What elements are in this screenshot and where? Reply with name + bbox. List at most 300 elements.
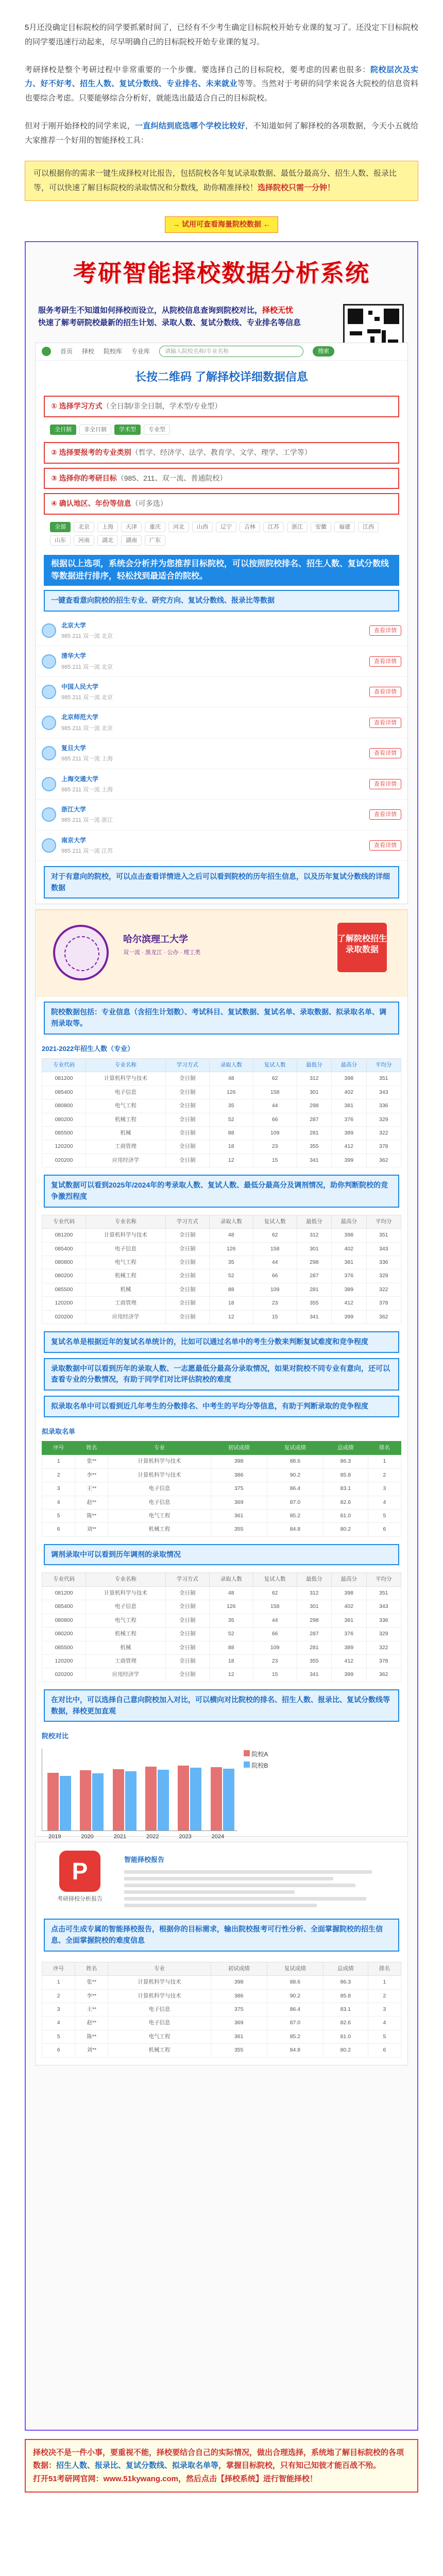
view-detail-button[interactable]: 查看详情	[369, 625, 401, 636]
table-cell: 2	[42, 1468, 75, 1482]
table-cell: 88	[209, 1283, 253, 1296]
view-detail-button[interactable]: 查看详情	[369, 718, 401, 728]
table1-wrap	[36, 1056, 407, 1170]
chart-bar	[158, 1770, 169, 1831]
table-cell: 1	[42, 1455, 75, 1468]
table-cell: 341	[297, 1154, 331, 1167]
table-cell: 85.8	[323, 1468, 368, 1482]
table-cell: 计算机科学与技术	[108, 1976, 211, 1989]
table-cell: 李**	[75, 1468, 108, 1482]
table-cell: 1	[368, 1455, 401, 1468]
region-chip[interactable]: 北京	[74, 522, 94, 532]
chart-bar	[190, 1768, 201, 1831]
step-4: ④ 确认地区、年份等信息（可多选）	[44, 493, 399, 515]
school-row-tags: 985 211 双一流 北京	[61, 633, 113, 640]
poster-sub2: 快速了解考研院校最新的招生计划、录取人数、复试分数线、专业排名等信息	[38, 318, 301, 327]
table-cell: 87.0	[267, 1496, 323, 1509]
table-row	[42, 1140, 401, 1154]
table-cell: 402	[332, 1600, 366, 1614]
table-cell: 376	[332, 1113, 366, 1126]
table-cell: 355	[211, 1523, 267, 1536]
report-doc	[124, 1851, 399, 1910]
table-row	[42, 1297, 401, 1310]
table-cell: 375	[211, 1482, 267, 1496]
school-logo-icon	[42, 623, 56, 638]
table-cell: 电气工程	[108, 2030, 211, 2043]
table-header-cell: 复试人数	[253, 1058, 297, 1072]
table-cell: 全日制	[165, 1668, 209, 1682]
school-row[interactable]	[36, 616, 407, 647]
table-cell: 李**	[75, 1989, 108, 2003]
table-header-cell: 专业名称	[86, 1573, 165, 1586]
table-cell: 张**	[75, 1455, 108, 1468]
table-cell: 机械	[86, 1641, 165, 1654]
nav-school-library[interactable]: 院校库	[104, 348, 123, 355]
table-cell: 张**	[75, 1976, 108, 1989]
table-cell: 085400	[42, 1242, 86, 1256]
table-cell: 计算机科学与技术	[108, 1989, 211, 2003]
table-cell: 362	[366, 1154, 401, 1167]
closing-a: 择校决不是一件小事，要重视不能，择校要结合自己的实际情况，做出合理选择，系统地了解目标院校的各项数据：	[33, 2448, 404, 2470]
nav-home[interactable]: 首页	[60, 348, 73, 355]
table-cell: 120200	[42, 1297, 86, 1310]
table-cell: 全日制	[165, 1127, 209, 1140]
school-row-name: 清华大学	[61, 652, 87, 660]
region-chip[interactable]: 江西	[358, 522, 379, 532]
table-cell: 378	[366, 1655, 401, 1668]
nav-choose-school[interactable]: 择校	[82, 348, 95, 355]
table-cell: 120200	[42, 1655, 86, 1668]
table-cell: 35	[209, 1256, 253, 1269]
region-chip[interactable]: 湖北	[97, 535, 118, 546]
chip-academic[interactable]: 学术型	[114, 425, 141, 435]
table-cell: 电子信息	[108, 1496, 211, 1509]
school-logo-icon	[42, 716, 56, 730]
table-cell: 322	[366, 1127, 401, 1140]
intro-text-1: 5月还没确定目标院校的同学要抓紧时间了，已经有不少考生确定目标院校开始专业课的复习了。还没定下目标院校的同学要迅速行动起来，尽早明确自己的目标院校开始专业课的复习。	[25, 23, 418, 46]
school-row[interactable]	[36, 677, 407, 708]
region-chip[interactable]: 安徽	[311, 522, 331, 532]
table-cell: 085500	[42, 1641, 86, 1654]
school-row-name: 浙江大学	[61, 806, 87, 814]
table-row	[42, 1072, 401, 1086]
table-cell: 355	[211, 2044, 267, 2057]
region-chip[interactable]: 重庆	[145, 522, 165, 532]
table-cell: 应用经济学	[86, 1310, 165, 1324]
chart-bar	[223, 1769, 234, 1831]
table-cell: 281	[297, 1283, 331, 1296]
table-header-cell: 平均分	[366, 1215, 401, 1228]
table-cell: 48	[209, 1586, 253, 1600]
table-header-cell: 最高分	[332, 1573, 366, 1586]
note-a-wrap	[36, 551, 407, 590]
table-cell: 66	[253, 1628, 297, 1641]
table-cell: 398	[211, 1976, 267, 1989]
table-row	[42, 2044, 401, 2057]
table-cell: 343	[366, 1600, 401, 1614]
callout-highlight: 选择院校只需一分钟！	[258, 183, 335, 192]
table-row	[42, 1113, 401, 1126]
table-cell: 4	[42, 2016, 75, 2030]
compare-chart	[36, 1743, 407, 1840]
school-logo-icon	[42, 746, 56, 760]
table-cell: 312	[297, 1072, 331, 1086]
table-cell: 381	[332, 1614, 366, 1627]
view-detail-button[interactable]: 查看详情	[369, 687, 401, 697]
table-cell: 355	[297, 1655, 331, 1668]
table-row	[42, 1256, 401, 1269]
table-cell: 18	[209, 1297, 253, 1310]
region-chip[interactable]: 吉林	[240, 522, 260, 532]
table-cell: 88	[209, 1127, 253, 1140]
table-cell: 109	[253, 1641, 297, 1654]
table2-title: 拟录取名单	[42, 1427, 76, 1435]
table-cell: 298	[297, 1256, 331, 1269]
region-chip[interactable]: 山西	[192, 522, 213, 532]
table-cell: 322	[366, 1641, 401, 1654]
table-header-cell: 复试人数	[253, 1215, 297, 1228]
region-chip[interactable]: 河南	[74, 535, 94, 546]
table-cell: 3	[368, 1482, 401, 1496]
table-row	[42, 1468, 401, 1482]
school-row[interactable]	[36, 831, 407, 861]
intro-text-2c: 等等。当然对于考研的同学来说各大院校的信息资料也要综合考虑。只要能够综合分析好，就能选出最适合自己的目标院校。	[25, 79, 418, 103]
table-cell: 386	[211, 1989, 267, 2003]
table-header-cell: 平均分	[366, 1573, 401, 1586]
table-cell: 3	[42, 2003, 75, 2016]
table-cell: 126	[209, 1242, 253, 1256]
table-cell: 362	[366, 1310, 401, 1324]
table-header-cell: 序号	[42, 1962, 75, 1975]
table-row	[42, 1586, 401, 1600]
table-cell: 158	[253, 1086, 297, 1099]
table-cell: 35	[209, 1614, 253, 1627]
table-row	[42, 1989, 401, 2003]
table-cell: 全日制	[165, 1113, 209, 1126]
site-search-button[interactable]: 搜索	[313, 346, 334, 357]
school-row-tags: 985 211 双一流 北京	[61, 664, 113, 670]
table-header-cell: 学习方式	[165, 1215, 209, 1228]
school-row-name: 中国人民大学	[61, 683, 99, 690]
table-cell: 351	[366, 1072, 401, 1086]
table-row	[42, 1086, 401, 1099]
table-cell: 081200	[42, 1072, 86, 1086]
table-cell: 电子信息	[86, 1242, 165, 1256]
table-cell: 全日制	[165, 1242, 209, 1256]
tabs-note-wrap	[36, 996, 407, 1039]
table-row	[42, 1655, 401, 1668]
note-d-wrap	[36, 1326, 407, 1358]
table-cell: 361	[211, 1509, 267, 1522]
table-cell: 12	[209, 1668, 253, 1682]
table-cell: 412	[332, 1297, 366, 1310]
legend-b: 院校B	[251, 1762, 268, 1770]
table1-title: 2021-2022年招生人数（专业）	[42, 1044, 134, 1053]
closing-note	[25, 2439, 418, 2493]
table-cell: 62	[253, 1072, 297, 1086]
note-b-wrap	[36, 590, 407, 616]
table-cell: 全日制	[165, 1269, 209, 1283]
table-cell: 4	[368, 2016, 401, 2030]
table-cell: 301	[297, 1242, 331, 1256]
table-header-cell: 平均分	[366, 1058, 401, 1072]
table-cell: 343	[366, 1242, 401, 1256]
table-cell: 361	[211, 2030, 267, 2043]
table-cell: 王**	[75, 2003, 108, 2016]
table-header-cell: 初试成绩	[211, 1962, 267, 1975]
table-cell: 电子信息	[108, 2003, 211, 2016]
chart-bar	[211, 1767, 222, 1831]
chart-x-tick: 2019	[48, 1834, 61, 1840]
table-cell: 电气工程	[86, 1256, 165, 1269]
region-chip[interactable]: 河北	[168, 522, 189, 532]
retest-table	[42, 1215, 401, 1324]
table-cell: 15	[253, 1668, 297, 1682]
region-chip[interactable]: 天津	[121, 522, 142, 532]
school-logo-icon	[42, 807, 56, 822]
table-cell: 全日制	[165, 1283, 209, 1296]
table-cell: 机械工程	[108, 1523, 211, 1536]
table2-wrap	[36, 1439, 407, 1539]
intro-text-2b: 院校层次及实力、好不好考、招生人数、复试分数线、专业排名、未来就业	[25, 65, 418, 89]
region-chip[interactable]: 上海	[97, 522, 118, 532]
callout-text: 可以根据你的需求一键生成择校对比报告，包括院校各年复试录取数据、最低分最高分、招生人数、报录比等，可以快速了解目标院校的录取情况和分数线，助你精准择校！	[33, 169, 397, 192]
table-header-cell: 序号	[42, 1441, 75, 1454]
table-cell: 3	[368, 2003, 401, 2016]
region-chip[interactable]: 湖南	[121, 535, 142, 546]
table-cell: 336	[366, 1614, 401, 1627]
school-logo-icon	[42, 838, 56, 853]
table-row	[42, 2003, 401, 2016]
table-cell: 12	[209, 1310, 253, 1324]
table-row	[42, 2016, 401, 2030]
table-cell: 389	[332, 1641, 366, 1654]
table-row	[42, 1509, 401, 1522]
table-row	[42, 1496, 401, 1509]
table-cell: 109	[253, 1127, 297, 1140]
app-icon[interactable]: P	[59, 1851, 100, 1892]
intro-text-3c: ，不知道如何了解择校的各项数据，今天小五就给大家推荐一个好用的智能择校工具：	[25, 121, 418, 145]
table-cell: 赵**	[75, 2016, 108, 2030]
table-row	[42, 1976, 401, 1989]
site-screenshot-2	[35, 909, 408, 1840]
table-cell: 351	[366, 1229, 401, 1242]
region-chip[interactable]: 全部	[50, 522, 71, 532]
school-row-tags: 985 211 双一流 江苏	[61, 848, 113, 854]
table-header-cell: 复试成绩	[267, 1962, 323, 1975]
region-chip[interactable]: 辽宁	[216, 522, 236, 532]
table-cell: 52	[209, 1269, 253, 1283]
table-header-cell: 姓名	[75, 1441, 108, 1454]
table-cell: 计算机科学与技术	[86, 1072, 165, 1086]
recommend-note: 根据以上选项，系统会分析并为您推荐目标院校，可以按照院校排名、招生人数、复试分数线等数据进行排序，轻松找到最适合的院校。	[44, 555, 399, 586]
table-cell: 381	[332, 1256, 366, 1269]
note-h-wrap	[36, 1684, 407, 1727]
table-row	[42, 1310, 401, 1324]
table-cell: 35	[209, 1099, 253, 1113]
table-cell: 80.2	[323, 2044, 368, 2057]
table-cell: 341	[297, 1310, 331, 1324]
table-cell: 工商管理	[86, 1140, 165, 1154]
region-chip[interactable]: 福建	[334, 522, 355, 532]
table-cell: 158	[253, 1242, 297, 1256]
table-cell: 287	[297, 1628, 331, 1641]
region-chip[interactable]: 江苏	[263, 522, 284, 532]
table-cell: 电子信息	[86, 1600, 165, 1614]
table-cell: 王**	[75, 1482, 108, 1496]
table-cell: 301	[297, 1086, 331, 1099]
table-cell: 机械	[86, 1127, 165, 1140]
note-g-wrap	[36, 1539, 407, 1571]
legend-a: 院校A	[251, 1751, 268, 1758]
table-cell: 全日制	[165, 1641, 209, 1654]
table-cell: 陈**	[75, 2030, 108, 2043]
view-detail-button[interactable]: 查看详情	[369, 809, 401, 820]
nav-major-library[interactable]: 专业库	[131, 348, 150, 355]
table-cell: 081200	[42, 1229, 86, 1242]
table-cell: 赵**	[75, 1496, 108, 1509]
table-cell: 86.3	[323, 1455, 368, 1468]
site-screenshot-3	[35, 1842, 408, 2065]
table-cell: 电子信息	[86, 1086, 165, 1099]
table-cell: 66	[253, 1113, 297, 1126]
table3-wrap	[36, 1570, 407, 1684]
table-cell: 全日制	[165, 1256, 209, 1269]
table-cell: 329	[366, 1113, 401, 1126]
table-cell: 84.8	[267, 2044, 323, 2057]
table-cell: 83.1	[323, 2003, 368, 2016]
table-row	[42, 1242, 401, 1256]
table-header-cell: 最高分	[332, 1058, 366, 1072]
table-cell: 88.6	[267, 1455, 323, 1468]
region-chip[interactable]: 广东	[145, 535, 165, 546]
trial-tag-link[interactable]: → 试用可查看海量院校数据 ←	[165, 216, 278, 233]
table-cell: 398	[332, 1072, 366, 1086]
step-list	[36, 394, 407, 551]
tabs-note: 院校数据包括：专业信息（含招生计划数）、考试科目、复试数据、复试名单、录取数据、拟录取名单、调剂录取等。	[44, 1002, 399, 1034]
table-cell: 全日制	[165, 1600, 209, 1614]
region-chip[interactable]: 浙江	[287, 522, 308, 532]
chart-bar	[178, 1766, 189, 1831]
table-cell: 085500	[42, 1283, 86, 1296]
table-cell: 1	[42, 1976, 75, 1989]
view-detail-button[interactable]: 查看详情	[369, 748, 401, 758]
table-cell: 5	[42, 2030, 75, 2043]
table-cell: 376	[332, 1628, 366, 1641]
view-detail-button[interactable]: 查看详情	[369, 779, 401, 789]
info-stamp: 了解院校招生录取数据	[337, 923, 387, 972]
school-row-tags: 985 211 双一流 上海	[61, 756, 113, 762]
table-header-cell: 学习方式	[165, 1058, 209, 1072]
chart-x-tick: 2023	[179, 1834, 192, 1840]
detail-note: 对于有意向的院校，可以点击查看详情进入之后可以看到院校的历年招生信息，以及历年复试分数线的详细数据	[44, 866, 399, 899]
table-cell: 工商管理	[86, 1297, 165, 1310]
table-cell: 电气工程	[108, 1509, 211, 1522]
table-cell: 158	[253, 1600, 297, 1614]
school-row-name: 北京大学	[61, 621, 87, 629]
table-header-cell: 专业名称	[86, 1215, 165, 1228]
table-header-cell: 专业	[108, 1962, 211, 1975]
school-row[interactable]	[36, 738, 407, 769]
chart-bar	[145, 1767, 157, 1831]
table-cell: 398	[332, 1586, 366, 1600]
table-cell: 48	[209, 1229, 253, 1242]
table-cell: 15	[253, 1154, 297, 1167]
poster-sub1: 服务考研生不知道如何择校而设立，从院校信息查询到院校对比，	[38, 306, 263, 315]
table-cell: 5	[368, 1509, 401, 1522]
school-seal-icon	[53, 925, 109, 980]
table-row	[42, 1482, 401, 1496]
chart-bar	[60, 1776, 71, 1831]
table-cell: 6	[42, 2044, 75, 2057]
retest-note: 复试数据可以看到2025年/2024年的考录取人数、复试人数、最低分最高分及调剂情况，助你判断院校的竞争激烈程度	[44, 1175, 399, 1207]
table-row	[42, 1641, 401, 1654]
table-cell: 机械	[86, 1283, 165, 1296]
table-cell: 080800	[42, 1614, 86, 1627]
region-chip[interactable]: 山东	[50, 535, 71, 546]
school-row-name: 上海交通大学	[61, 775, 99, 783]
table-header-cell: 复试人数	[253, 1573, 297, 1586]
school-row[interactable]	[36, 646, 407, 677]
table-cell: 5	[42, 1509, 75, 1522]
table-cell: 020200	[42, 1310, 86, 1324]
table-cell: 355	[297, 1140, 331, 1154]
intro-text-3a: 但对于刚开始择校的同学来说，	[25, 121, 135, 130]
app-block	[44, 1851, 116, 1910]
closing-link[interactable]: 打开51考研网官网：www.51kywang.com，然后点击【择校系统】进行智能择校！	[33, 2474, 318, 2483]
table4-wrap	[36, 1960, 407, 2065]
table-cell: 312	[297, 1229, 331, 1242]
school-row[interactable]	[36, 707, 407, 738]
table-cell: 应用经济学	[86, 1154, 165, 1167]
table-cell: 计算机科学与技术	[108, 1468, 211, 1482]
table-cell: 376	[332, 1269, 366, 1283]
table-header-cell: 专业代码	[42, 1573, 86, 1586]
chip-full-time[interactable]: 全日制	[50, 425, 76, 435]
table-cell: 402	[332, 1242, 366, 1256]
table-cell: 298	[297, 1099, 331, 1113]
table-cell: 电气工程	[86, 1614, 165, 1627]
table-header-cell: 最高分	[332, 1215, 366, 1228]
step-3: ③ 选择你的考研目标（985、211、双一流、普通院校）	[44, 468, 399, 489]
table-cell: 23	[253, 1140, 297, 1154]
chart-x-tick: 2021	[113, 1834, 127, 1840]
table-cell: 全日制	[165, 1154, 209, 1167]
table-cell: 085400	[42, 1600, 86, 1614]
school-row-tags: 985 211 双一流 北京	[61, 725, 113, 732]
table-row	[42, 1099, 401, 1113]
table-cell: 4	[42, 1496, 75, 1509]
view-detail-button[interactable]: 查看详情	[369, 840, 401, 851]
school-row[interactable]	[36, 800, 407, 831]
table-cell: 计算机科学与技术	[86, 1229, 165, 1242]
chip-part-time[interactable]: 非全日制	[79, 425, 111, 435]
school-logo-icon	[42, 777, 56, 791]
table-row	[42, 1668, 401, 1682]
chip-professional[interactable]: 专业型	[144, 425, 170, 435]
view-detail-button[interactable]: 查看详情	[369, 656, 401, 667]
table-cell: 085400	[42, 1086, 86, 1099]
school-row[interactable]	[36, 769, 407, 800]
adjust-table	[42, 1572, 401, 1682]
table-header-cell: 录取人数	[209, 1058, 253, 1072]
site-search-input[interactable]: 请输入院校名称/专业名称	[159, 346, 303, 357]
table-cell: 12	[209, 1154, 253, 1167]
table-cell: 18	[209, 1655, 253, 1668]
table-cell: 085500	[42, 1127, 86, 1140]
table-header-cell: 学习方式	[165, 1573, 209, 1586]
table-cell: 82.6	[323, 1496, 368, 1509]
